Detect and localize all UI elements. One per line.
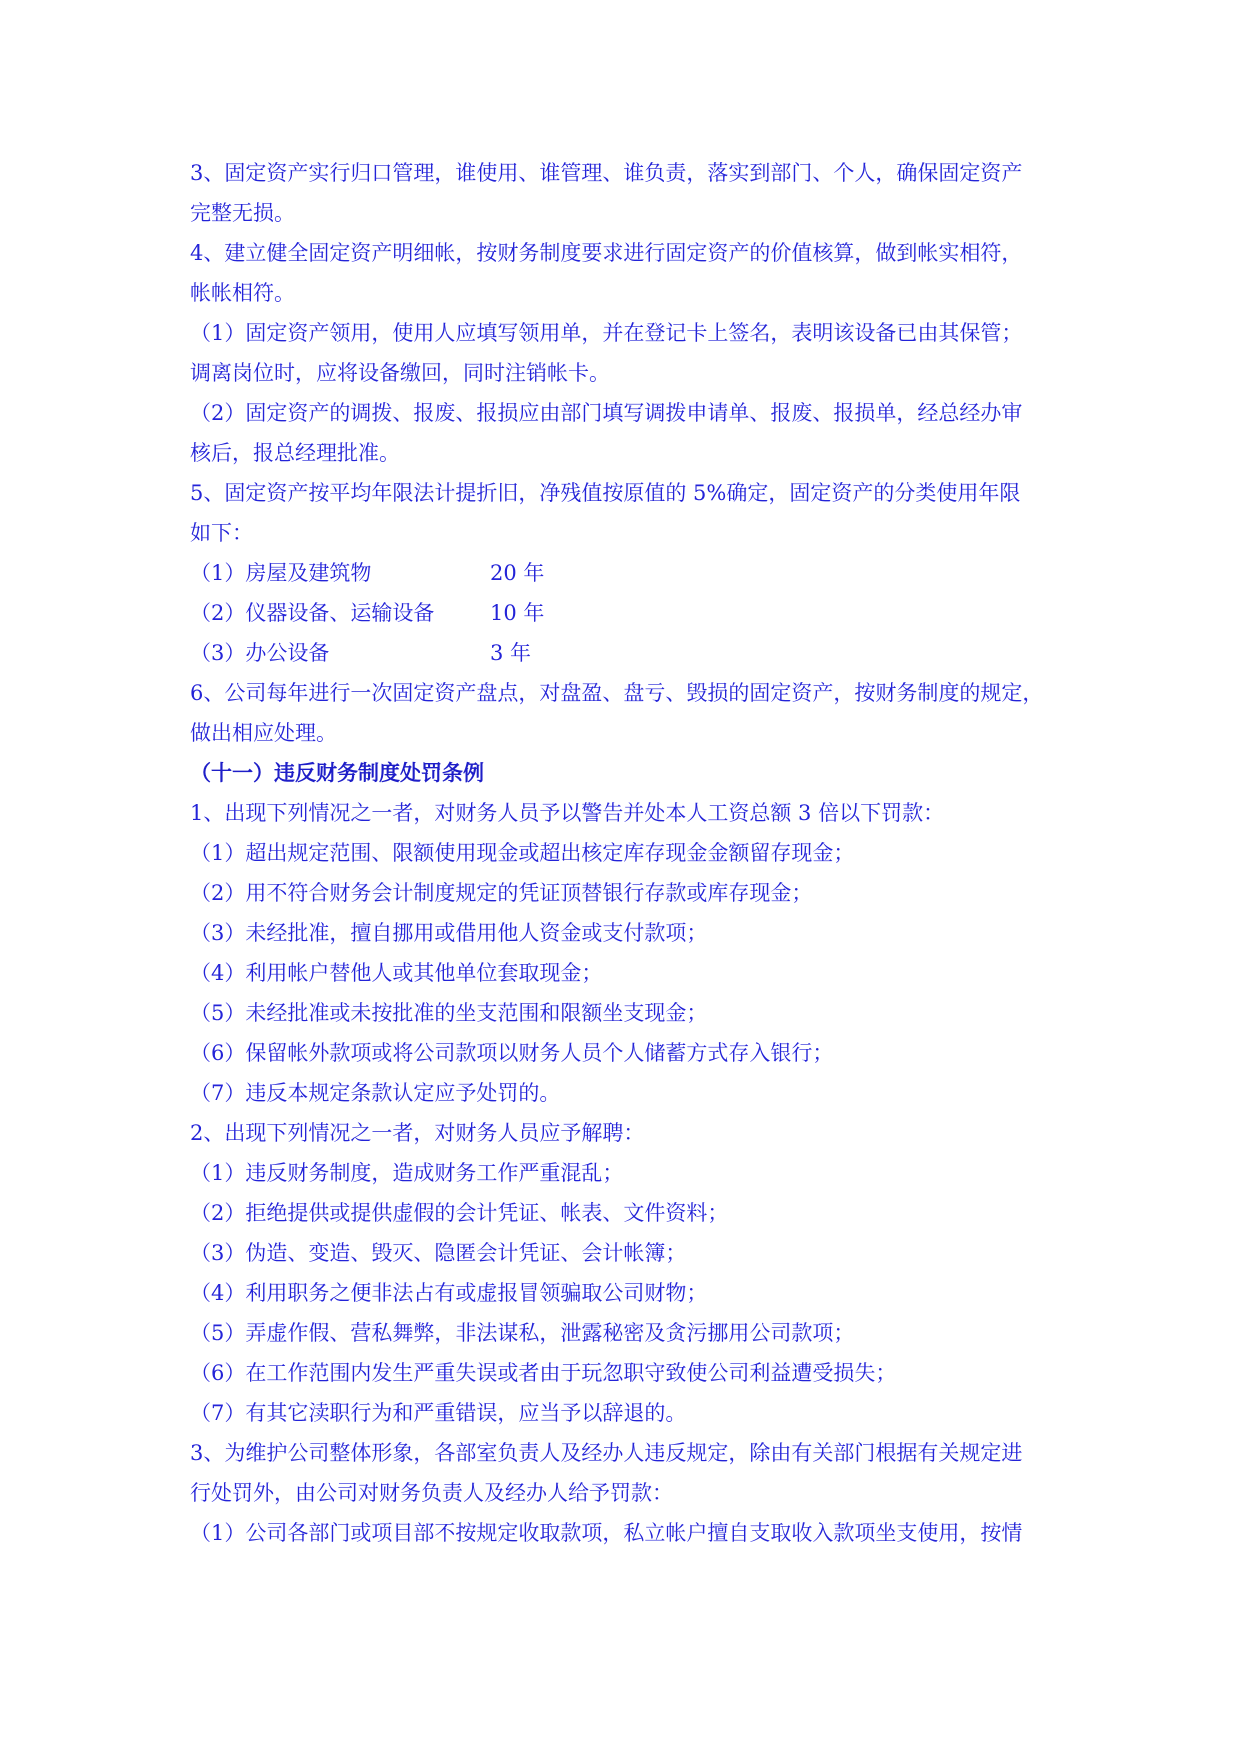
text-line: 行处罚外，由公司对财务负责人及经办人给予罚款： <box>190 1481 673 1505</box>
text-line: 调离岗位时，应将设备缴回，同时注销帐卡。 <box>190 361 610 385</box>
depreciation-row <box>190 553 1050 593</box>
text-line: 做出相应处理。 <box>190 721 337 745</box>
document-body <box>190 153 1050 1553</box>
section-heading: （十一）违反财务制度处罚条例 <box>190 760 484 785</box>
text-line: （6）在工作范围内发生严重失误或者由于玩忽职守致使公司利益遭受损失； <box>190 1361 897 1385</box>
text-line: 1、出现下列情况之一者，对财务人员予以警告并处本人工资总额 3 倍以下罚款： <box>190 801 945 825</box>
useful-life: 10 年 <box>490 601 545 625</box>
text-line: 6、公司每年进行一次固定资产盘点，对盘盈、盘亏、毁损的固定资产，按财务制度的规定， <box>190 681 1044 705</box>
text-line: （4）利用职务之便非法占有或虚报冒领骗取公司财物； <box>190 1281 708 1305</box>
text-line: （2）固定资产的调拨、报废、报损应由部门填写调拨申请单、报废、报损单，经总经办审 <box>190 401 1023 425</box>
inventory-rule <box>190 673 1050 753</box>
text-line: 3、固定资产实行归口管理，谁使用、谁管理、谁负责，落实到部门、个人，确保固定资产 <box>190 161 1023 185</box>
depreciation-table <box>190 553 1050 673</box>
asset-category: （2）仪器设备、运输设备 <box>190 601 435 625</box>
text-line: （3）未经批准，擅自挪用或借用他人资金或支付款项； <box>190 921 708 945</box>
text-line: （7）违反本规定条款认定应予处罚的。 <box>190 1081 561 1105</box>
text-line: 核后，报总经理批准。 <box>190 441 400 465</box>
depreciation-row <box>190 593 1050 633</box>
text-line: 4、建立健全固定资产明细帐，按财务制度要求进行固定资产的价值核算，做到帐实相符， <box>190 241 1023 265</box>
text-line: 2、出现下列情况之一者，对财务人员应予解聘： <box>190 1121 645 1145</box>
text-line: （1）固定资产领用，使用人应填写领用单，并在登记卡上签名，表明该设备已由其保管； <box>190 321 1023 345</box>
text-line: （1）违反财务制度，造成财务工作严重混乱； <box>190 1161 624 1185</box>
useful-life: 3 年 <box>490 641 532 665</box>
text-line: 如下： <box>190 521 253 545</box>
text-line: （7）有其它渎职行为和严重错误，应当予以辞退的。 <box>190 1401 687 1425</box>
penalty-rules <box>190 793 1050 1553</box>
asset-category: （3）办公设备 <box>190 641 330 665</box>
text-line: （2）用不符合财务会计制度规定的凭证顶替银行存款或库存现金； <box>190 881 813 905</box>
depreciation-row <box>190 633 1050 673</box>
text-line: （5）弄虚作假、营私舞弊，非法谋私，泄露秘密及贪污挪用公司款项； <box>190 1321 855 1345</box>
text-line: （3）伪造、变造、毁灭、隐匿会计凭证、会计帐簿； <box>190 1241 687 1265</box>
text-line: 帐帐相符。 <box>190 281 295 305</box>
asset-category: （1）房屋及建筑物 <box>190 561 372 585</box>
useful-life: 20 年 <box>490 561 545 585</box>
text-line: （4）利用帐户替他人或其他单位套取现金； <box>190 961 603 985</box>
text-line: （5）未经批准或未按批准的坐支范围和限额坐支现金； <box>190 1001 708 1025</box>
text-line: （1）公司各部门或项目部不按规定收取款项，私立帐户擅自支取收入款项坐支使用，按情 <box>190 1521 1023 1545</box>
text-line: （1）超出规定范围、限额使用现金或超出核定库存现金金额留存现金； <box>190 841 855 865</box>
text-line: 3、为维护公司整体形象，各部室负责人及经办人违反规定，除由有关部门根据有关规定进 <box>190 1441 1023 1465</box>
text-line: 5、固定资产按平均年限法计提折旧，净残值按原值的 5%确定，固定资产的分类使用年限 <box>190 481 1021 505</box>
fixed-asset-rules <box>190 153 1050 553</box>
text-line: 完整无损。 <box>190 201 295 225</box>
text-line: （2）拒绝提供或提供虚假的会计凭证、帐表、文件资料； <box>190 1201 729 1225</box>
text-line: （6）保留帐外款项或将公司款项以财务人员个人储蓄方式存入银行； <box>190 1041 834 1065</box>
